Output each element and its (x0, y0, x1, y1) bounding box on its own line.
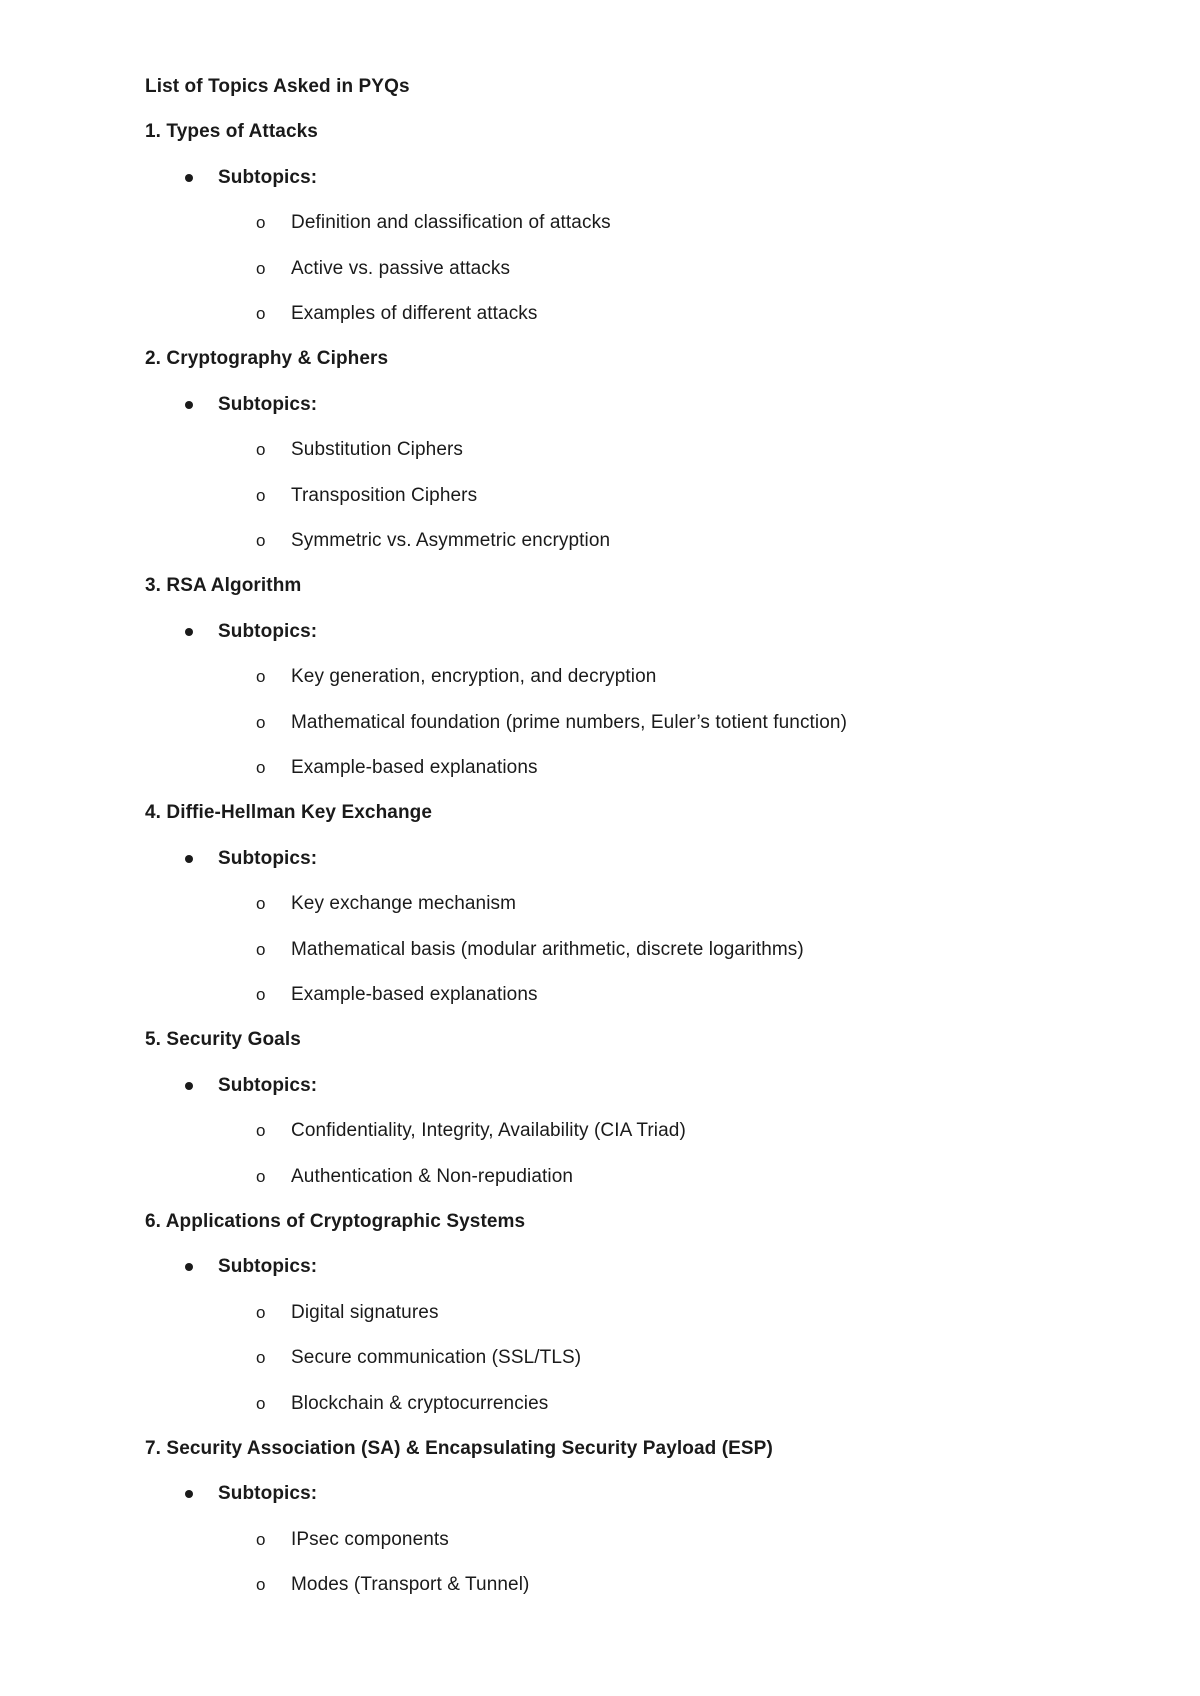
bullet-icon (185, 1490, 193, 1498)
section-heading: 5. Security Goals (145, 1029, 301, 1051)
list-marker-icon: o (256, 939, 266, 959)
subtopics-label: Subtopics: (218, 1483, 318, 1505)
section-heading: 7. Security Association (SA) & Encapsulating Security Payload (ESP) (145, 1438, 773, 1459)
list-marker-icon: o (256, 485, 266, 505)
list-marker-icon: o (256, 1529, 266, 1549)
list-marker-icon: o (256, 712, 266, 732)
list-marker-icon: o (256, 1575, 266, 1595)
list-item: Confidentiality, Integrity, Availability (CIA Triad) (291, 1120, 686, 1142)
subtopics-label: Subtopics: (218, 847, 318, 869)
list-marker-icon: o (256, 667, 266, 687)
document-title: List of Topics Asked in PYQs (145, 76, 410, 97)
bullet-icon (185, 1263, 193, 1271)
bullet-icon (185, 401, 193, 409)
list-item: Mathematical foundation (prime numbers, Euler’s totient function) (291, 711, 848, 733)
list-marker-icon: o (256, 1348, 266, 1368)
list-item: Blockchain & cryptocurrencies (291, 1392, 549, 1414)
list-item: Digital signatures (291, 1301, 439, 1323)
list-marker-icon: o (256, 985, 266, 1004)
list-item: Example-based explanations (291, 984, 538, 1005)
subtopics-label: Subtopics: (218, 1256, 318, 1278)
list-item: Key exchange mechanism (291, 893, 517, 915)
list-item: Key generation, encryption, and decryption (291, 666, 657, 688)
list-item: IPsec components (291, 1528, 449, 1550)
section-heading: 4. Diffie-Hellman Key Exchange (145, 802, 433, 824)
section-heading: 2. Cryptography & Ciphers (145, 348, 389, 370)
list-item: Authentication & Non-repudiation (291, 1165, 574, 1187)
subtopics-label: Subtopics: (218, 166, 318, 188)
list-marker-icon: o (256, 304, 266, 323)
list-marker-icon: o (256, 258, 266, 278)
list-item: Active vs. passive attacks (291, 257, 511, 279)
subtopics-label: Subtopics: (218, 1074, 318, 1096)
list-item: Example-based explanations (291, 757, 538, 778)
list-marker-icon: o (256, 1393, 266, 1413)
bullet-icon (185, 855, 193, 863)
subtopics-label: Subtopics: (218, 393, 318, 415)
list-marker-icon: o (256, 213, 266, 233)
list-marker-icon: o (256, 1302, 266, 1322)
list-marker-icon: o (256, 531, 266, 550)
subtopics-label: Subtopics: (218, 620, 318, 642)
list-item: Secure communication (SSL/TLS) (291, 1347, 582, 1369)
list-item: Mathematical basis (modular arithmetic, discrete logarithms) (291, 938, 804, 960)
list-item: Examples of different attacks (291, 303, 538, 324)
list-marker-icon: o (256, 1121, 266, 1141)
bullet-icon (185, 628, 193, 636)
list-marker-icon: o (256, 758, 266, 777)
section-heading: 3. RSA Algorithm (145, 575, 302, 597)
list-item: Substitution Ciphers (291, 439, 464, 461)
list-item: Transposition Ciphers (291, 484, 478, 506)
list-item: Symmetric vs. Asymmetric encryption (291, 530, 611, 551)
list-marker-icon: o (256, 440, 266, 460)
section-heading: 6. Applications of Cryptographic Systems (145, 1211, 526, 1232)
bullet-icon (185, 1082, 193, 1090)
list-marker-icon: o (256, 1166, 266, 1186)
section-heading: 1. Types of Attacks (145, 121, 318, 143)
list-item: Definition and classification of attacks (291, 212, 611, 234)
bullet-icon (185, 174, 193, 182)
list-marker-icon: o (256, 894, 266, 914)
list-item: Modes (Transport & Tunnel) (291, 1574, 530, 1596)
